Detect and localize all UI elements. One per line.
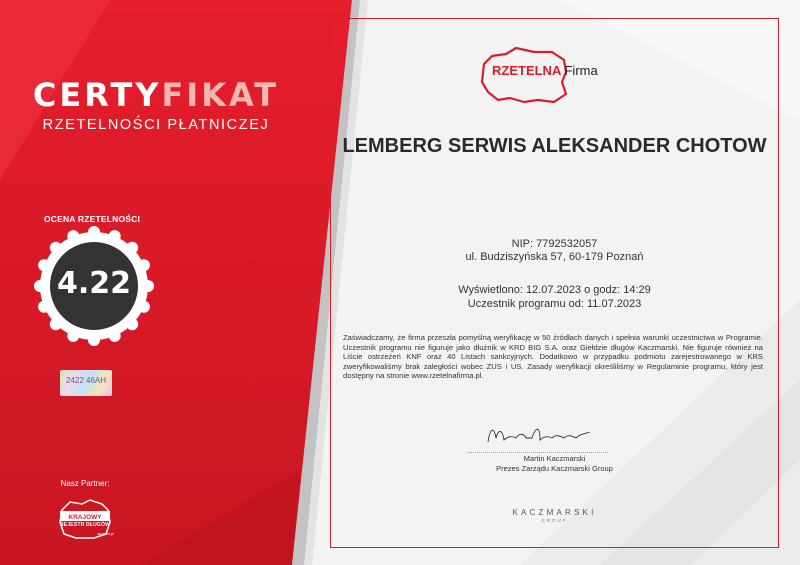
- group-logo-sub: GROUP: [541, 518, 568, 523]
- partner-logo-line1: KRAJOWY: [68, 514, 102, 521]
- score-label: OCENA RZETELNOŚCI: [43, 214, 141, 224]
- certificate-subtitle: RZETELNOŚCI PŁATNICZEJ: [42, 117, 270, 133]
- hologram-code: 2422 46AH: [65, 376, 107, 385]
- company-address: ul. Budziszyńska 57, 60-179 Poznań: [465, 251, 644, 263]
- group-logo: KACZMARSKI: [512, 508, 597, 517]
- partner-label: Nasz Partner:: [60, 479, 110, 488]
- certificate-title: CERTYFIKAT: [32, 76, 280, 114]
- company-name: LEMBERG SERWIS ALEKSANDER CHOTOW: [342, 135, 767, 157]
- signer-name: Martin Kaczmarski: [523, 454, 586, 463]
- member-since: Uczestnik programu od: 11.07.2023: [467, 298, 642, 310]
- brand-logo: RZETELNA Firma: [492, 63, 598, 78]
- score-value: 4.22: [56, 266, 132, 301]
- partner-logo-line2: REJESTR DŁUGÓW: [59, 522, 111, 528]
- signature-line: [468, 452, 608, 453]
- displayed-date: Wyświetlono: 12.07.2023 o godz: 14:29: [458, 284, 651, 296]
- signer-title: Prezes Zarządu Kaczmarski Group: [496, 464, 613, 473]
- partner-logo-url: www.krd.pl: [97, 532, 114, 536]
- signature-icon: [478, 418, 598, 448]
- statement-text: Zaświadczamy, że firma przeszła pomyślną weryfikację w 50 źródłach danych i spełnia warunki uczestnictwa w Programie. Uczestnik programu nie figuruje jako dłużnik w KRD BIG S.A. oraz Giełdzie długów Kaczmarski. Nie figuruje również na Liście ostrzeżeń KNF oraz 40 Listach sankcyjnych. Dodatkowo w przypadku podmiotu zarejestrowanego w KRS zweryfikowaliśmy brak zaległości wobec ZUS i US. Zasady weryfikacji określiliśmy w Regulaminie programu, który jest dostępny na stronie www.rzetelnafirma.pl.: [343, 333, 763, 381]
- company-nip: NIP: 7792532057: [511, 238, 598, 250]
